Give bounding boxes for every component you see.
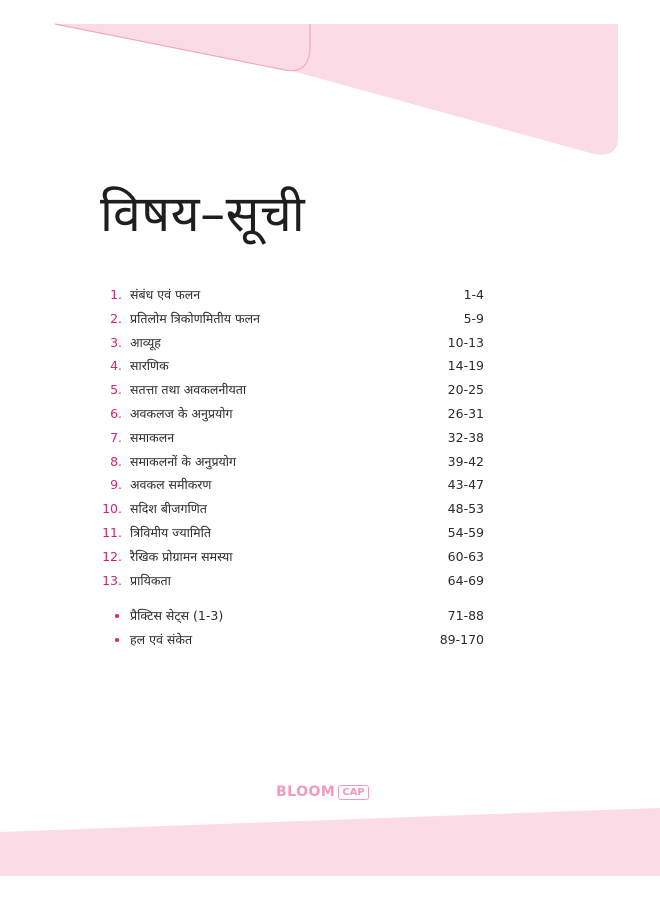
chapter-number: 6. (110, 405, 122, 421)
toc-row[interactable] (96, 473, 488, 497)
chapter-number: 5. (110, 382, 122, 398)
publisher-logo (276, 784, 369, 800)
chapter-pages: 1-4 (463, 287, 484, 302)
bottom-decoration (0, 808, 660, 876)
toc-row[interactable] (96, 354, 488, 378)
toc-extra-row[interactable] (96, 604, 488, 628)
table-of-contents (96, 283, 488, 652)
chapter-pages: 10-13 (447, 334, 484, 350)
extra-pages: 89-170 (439, 632, 484, 648)
chapter-number: 1. (110, 287, 122, 302)
chapter-number: 10. (102, 501, 122, 517)
chapter-pages: 26-31 (447, 405, 484, 421)
extra-title: हल एवं संकेत (130, 632, 193, 648)
chapter-pages: 48-53 (447, 501, 484, 517)
toc-row[interactable] (96, 402, 488, 426)
chapter-pages: 43-47 (447, 477, 484, 493)
chapter-title: रैखिक प्रोग्रामन समस्या (130, 548, 233, 564)
chapter-title: त्रिविमीय ज्यामिति (130, 524, 211, 540)
chapter-number: 4. (110, 358, 122, 374)
chapter-number: 3. (110, 334, 122, 350)
toc-row[interactable] (96, 545, 488, 569)
chapter-title: आव्यूह (130, 334, 161, 350)
toc-row[interactable] (96, 497, 488, 521)
bullet-icon (115, 638, 119, 642)
chapter-title: अवकलज के अनुप्रयोग (130, 405, 233, 421)
chapter-number: 8. (110, 453, 122, 469)
chapter-number: 2. (110, 310, 122, 326)
toc-row[interactable] (96, 521, 488, 545)
chapter-number: 12. (102, 548, 122, 564)
chapter-pages: 32-38 (447, 429, 484, 445)
chapter-title: प्रतिलोम त्रिकोणमितीय फलन (130, 310, 260, 326)
toc-row[interactable] (96, 378, 488, 402)
chapter-title: समाकलनों के अनुप्रयोग (130, 453, 237, 469)
chapter-pages: 14-19 (447, 358, 484, 374)
chapter-title: संबंध एवं फलन (130, 287, 201, 302)
chapter-pages: 54-59 (447, 524, 484, 540)
chapter-number: 7. (110, 429, 122, 445)
toc-row[interactable] (96, 331, 488, 355)
toc-extra-row[interactable] (96, 628, 488, 652)
chapter-title: अवकल समीकरण (130, 477, 212, 493)
chapter-number: 9. (110, 477, 122, 493)
chapter-pages: 20-25 (447, 382, 484, 398)
toc-row[interactable] (96, 283, 488, 307)
toc-row[interactable] (96, 569, 488, 593)
chapter-number: 13. (102, 572, 122, 588)
chapter-pages: 64-69 (447, 572, 484, 588)
chapter-title: समाकलन (130, 429, 175, 445)
chapter-pages: 39-42 (447, 453, 484, 469)
page-title: विषय–सूची (100, 185, 306, 243)
toc-row[interactable] (96, 426, 488, 450)
logo-text: BLOOM (276, 784, 336, 800)
chapter-title: प्रायिकता (130, 572, 171, 588)
bullet-icon (115, 614, 119, 618)
logo-badge: CAP (338, 785, 368, 800)
chapter-pages: 5-9 (463, 310, 484, 326)
chapter-title: सदिश बीजगणित (130, 501, 207, 517)
chapter-pages: 60-63 (447, 548, 484, 564)
toc-row[interactable] (96, 450, 488, 474)
chapter-title: सारणिक (130, 358, 169, 374)
extra-pages: 71-88 (447, 608, 484, 624)
chapter-number: 11. (102, 524, 122, 540)
toc-row[interactable] (96, 307, 488, 331)
chapter-title: सतत्ता तथा अवकलनीयता (130, 382, 247, 398)
extra-title: प्रैक्टिस सेट्स (1-3) (130, 608, 224, 624)
